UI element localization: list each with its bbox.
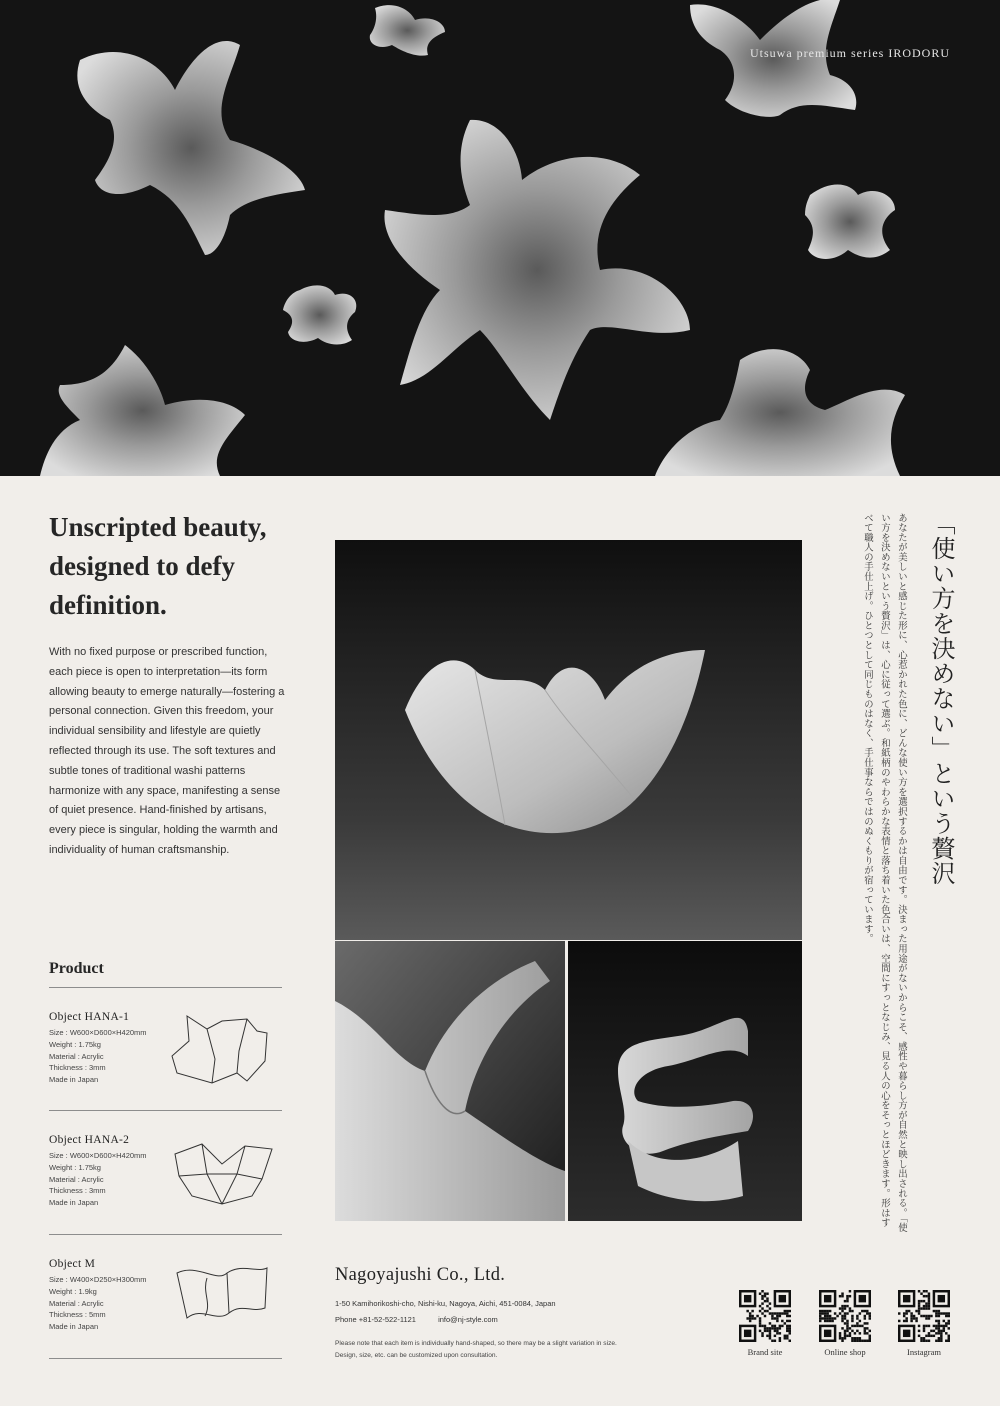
note-variation: Please note that each item is individually hand-shaped, so there may be a slight variation in size. xyxy=(335,1340,617,1347)
closeup-photo xyxy=(335,941,565,1221)
product-item-m xyxy=(49,1258,282,1368)
phone-number: Phone +81-52-522-1121 xyxy=(335,1315,416,1324)
spec-origin: Made in Japan xyxy=(49,1198,99,1208)
series-label: Utsuwa premium series IRODORU xyxy=(750,46,950,60)
qr-code-icon xyxy=(898,1290,950,1342)
qr-label: Online shop xyxy=(824,1347,866,1357)
qr-instagram[interactable] xyxy=(894,1290,954,1357)
spec-material: Material : Acrylic xyxy=(49,1174,104,1184)
product-item-hana-2 xyxy=(49,1134,282,1244)
product-specs xyxy=(49,1150,147,1209)
main-photo-hana xyxy=(335,540,802,940)
spec-thickness: Thickness : 3mm xyxy=(49,1063,106,1073)
divider xyxy=(49,1234,282,1235)
spec-weight: Weight : 1.75kg xyxy=(49,1039,101,1049)
qr-brand-site[interactable] xyxy=(735,1290,795,1357)
divider xyxy=(49,987,282,988)
hana-1-line-drawing xyxy=(167,1011,282,1091)
product-specs xyxy=(49,1027,147,1086)
headline: Unscripted beauty, designed to defy definition. xyxy=(49,512,267,620)
hero-banner xyxy=(0,0,1000,476)
object-m-line-drawing xyxy=(167,1258,282,1338)
spec-size: Size : W400×D250×H300mm xyxy=(49,1275,147,1284)
spec-weight: Weight : 1.75kg xyxy=(49,1162,101,1172)
product-section-title: Product xyxy=(49,960,104,977)
divider xyxy=(49,1110,282,1111)
hero-objects-image xyxy=(0,0,1000,476)
qr-online-shop[interactable] xyxy=(815,1290,875,1357)
spec-material: Material : Acrylic xyxy=(49,1298,104,1308)
product-name: Object M xyxy=(49,1258,96,1270)
spec-size: Size : W600×D600×H420mm xyxy=(49,1028,147,1037)
contact-info xyxy=(335,1315,518,1324)
spec-size: Size : W600×D600×H420mm xyxy=(49,1151,147,1160)
qr-label: Brand site xyxy=(747,1347,783,1357)
spec-thickness: Thickness : 3mm xyxy=(49,1186,106,1196)
email-link[interactable]: info@nj-style.com xyxy=(438,1315,498,1324)
product-item-hana-1 xyxy=(49,1011,282,1121)
product-specs xyxy=(49,1274,147,1333)
intro-paragraph: With no fixed purpose or prescribed function, each piece is open to interpretation—its form allowing beauty to emerge naturally—fostering a personal connection. Given this freedom, your individual sensibility and lifestyle are quietly reflected through its use. The soft textures and subtle tones of traditional washi patterns harmonize with any space, manifesting a sense of quiet presence. Hand-finished by artisans, every piece is singular, holding the warmth and individuality of human craftsmanship. xyxy=(49,646,285,856)
spec-weight: Weight : 1.9kg xyxy=(49,1286,97,1296)
product-name: Object HANA-1 xyxy=(49,1011,130,1023)
spec-material: Material : Acrylic xyxy=(49,1051,104,1061)
qr-code-icon xyxy=(819,1290,871,1342)
spec-origin: Made in Japan xyxy=(49,1322,99,1332)
hana-2-line-drawing xyxy=(167,1134,282,1214)
divider xyxy=(49,1358,282,1359)
spec-origin: Made in Japan xyxy=(49,1075,99,1085)
footnotes xyxy=(335,1338,617,1362)
company-address: 1-50 Kamihorikoshi-cho, Nishi-ku, Nagoya, Aichi, 451-0084, Japan xyxy=(335,1299,556,1308)
japanese-body: あなたが美しいと感じた形に、心惹かれた色に、どんな使い方を選択するかは自由です。決まった用途がないからこそ、感性や暮らし方が自然と映し出される。「使い方を決めないという贅沢」は、心に従って選ぶ。和紙柄のやわらかな表情と落ち着いた色合いは、空間にすっとなじみ、見る人の心をそっとほどきます。形はすべて職人の手仕上げ。ひとつとして同じものはなく、手仕事ならではのぬくもりが宿っています。 xyxy=(862,513,907,1233)
qr-label: Instagram xyxy=(907,1347,941,1357)
japanese-title: 「使い方を決めない」という贅沢 xyxy=(927,511,955,886)
note-customize: Design, size, etc. can be customized upon consultation. xyxy=(335,1352,498,1359)
qr-code-icon xyxy=(739,1290,791,1342)
object-m-photo xyxy=(568,941,802,1221)
company-name: Nagoyajushi Co., Ltd. xyxy=(335,1265,506,1285)
spec-thickness: Thickness : 5mm xyxy=(49,1310,106,1320)
product-name: Object HANA-2 xyxy=(49,1134,130,1146)
